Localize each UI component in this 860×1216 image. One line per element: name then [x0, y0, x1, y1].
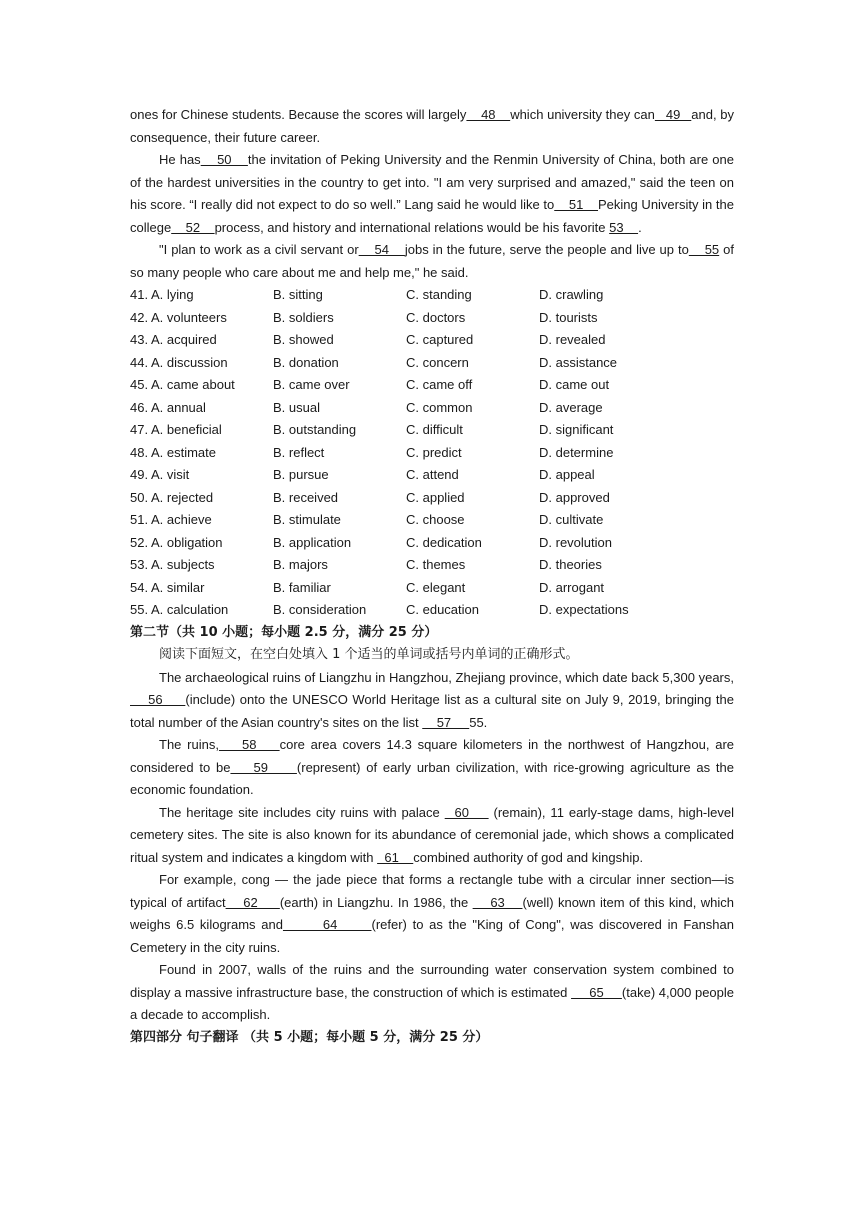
- option-d: D. arrogant: [539, 579, 605, 595]
- option-row-45: [130, 374, 734, 397]
- option-d: D. approved: [539, 489, 610, 505]
- text: (take) 4,000 people a decade to accomplish.: [130, 984, 734, 1022]
- blank-60: 60: [444, 804, 489, 820]
- text: jobs in the future, serve the people and live up to: [404, 242, 689, 257]
- text: (remain), 11 early-stage dams, high-level cemetery sites. The site is also known for its abundance of ceremonial jade, which shows a complicated ritual system and indicates a kingdom with: [130, 804, 735, 865]
- blank-56: 56: [130, 692, 186, 707]
- option-b: B. donation: [273, 354, 339, 370]
- text: which university they can: [510, 107, 655, 122]
- option-a: 55. A. calculation: [130, 602, 229, 617]
- option-b: B. stimulate: [273, 512, 341, 527]
- option-a: 53. A. subjects: [130, 557, 215, 572]
- option-c: C. applied: [406, 489, 465, 505]
- option-c: C. themes: [406, 557, 466, 572]
- blank-51: 51: [554, 197, 599, 212]
- option-d: D. determine: [539, 444, 614, 460]
- option-d: D. cultivate: [539, 512, 604, 527]
- option-b: B. majors: [273, 557, 328, 572]
- option-row-44: [130, 352, 734, 375]
- option-d: D. crawling: [539, 287, 604, 302]
- option-row-55: [130, 599, 734, 622]
- option-row-54: [130, 577, 734, 600]
- option-c: C. dedication: [406, 534, 482, 550]
- text: core area covers 14.3 square kilometers in the northwest of Hangzhou, are considered to be: [130, 737, 734, 775]
- option-b: B. application: [273, 534, 352, 550]
- option-a: 48. A. estimate: [130, 444, 216, 460]
- option-d: D. revealed: [539, 332, 606, 347]
- option-c: C. common: [406, 399, 473, 415]
- document-page: [130, 104, 734, 1049]
- option-c: C. concern: [406, 354, 469, 370]
- option-c: C. education: [406, 602, 479, 617]
- option-row-42: [130, 307, 734, 330]
- text: The archaeological ruins of Liangzhu in Hangzhou, Zhejiang province, which date back 5,300 years,: [159, 669, 734, 685]
- option-b: B. reflect: [273, 444, 325, 460]
- blank-62: 62: [225, 894, 280, 910]
- option-d: D. revolution: [539, 534, 612, 550]
- blank-49: 49: [654, 107, 692, 122]
- passage-paragraph-7: [130, 869, 734, 959]
- option-b: B. received: [273, 489, 339, 505]
- passage-paragraph-8: [130, 959, 734, 1027]
- option-a: 47. A. beneficial: [130, 422, 222, 437]
- text: ones for Chinese students. Because the scores will largely: [130, 107, 467, 122]
- option-b: B. pursue: [273, 467, 329, 482]
- option-a: 46. A. annual: [130, 399, 206, 415]
- option-d: D. expectations: [539, 602, 629, 617]
- option-row-53: [130, 554, 734, 577]
- part-heading: 第四部分 句子翻译 （共 5 小题；每小题 5 分，满分 25 分）: [130, 1029, 489, 1045]
- blank-52: 52: [171, 219, 215, 235]
- blank-55: 55: [688, 242, 720, 257]
- option-row-47: [130, 419, 734, 442]
- option-b: B. showed: [273, 332, 334, 347]
- option-a: 43. A. acquired: [130, 332, 217, 347]
- option-c: C. doctors: [406, 309, 466, 325]
- section-instruction: 阅读下面短文，在空白处填入 1 个适当的单词或括号内单词的正确形式。: [159, 647, 579, 662]
- option-row-50: [130, 487, 734, 510]
- blank-53: 53: [609, 219, 639, 235]
- text: 55.: [469, 714, 488, 730]
- option-row-51: [130, 509, 734, 532]
- blank-59: 59: [230, 759, 297, 775]
- text: The heritage site includes city ruins with palace: [159, 804, 445, 820]
- passage-paragraph-1: [130, 104, 734, 149]
- passage-paragraph-4: [130, 667, 734, 735]
- option-b: B. outstanding: [273, 422, 357, 437]
- text: Found in 2007, walls of the ruins and the surrounding water conservation system combined to display a massive infrastructure base, the construction of which is estimated: [130, 962, 734, 1000]
- option-row-46: [130, 397, 734, 420]
- text: (well) known item of this kind, which weighs 6.5 kilograms and: [130, 894, 734, 932]
- options-list: [130, 284, 734, 622]
- text: (refer) to as the "King of Cong", was discovered in Fanshan Cemetery in the city ruins.: [130, 917, 734, 955]
- text: .: [638, 219, 642, 235]
- text: process, and history and international relations would be his favorite: [214, 219, 606, 235]
- blank-64: 64: [282, 917, 372, 932]
- option-d: D. assistance: [539, 354, 618, 370]
- option-a: 51. A. achieve: [130, 512, 212, 527]
- blank-58: 58: [218, 737, 280, 752]
- option-c: C. came off: [406, 377, 473, 392]
- text: "I plan to work as a civil servant or: [159, 242, 359, 257]
- option-a: 50. A. rejected: [130, 489, 214, 505]
- option-c: C. attend: [406, 467, 459, 482]
- option-a: 41. A. lying: [130, 287, 194, 302]
- blank-61: 61: [377, 849, 414, 865]
- option-a: 45. A. came about: [130, 377, 235, 392]
- text: The ruins,: [159, 737, 219, 752]
- option-b: B. sitting: [273, 287, 323, 302]
- blank-48: 48: [466, 107, 511, 122]
- option-d: D. came out: [539, 377, 610, 392]
- blank-65: 65: [571, 984, 622, 1000]
- option-a: 44. A. discussion: [130, 354, 228, 370]
- passage-paragraph-2: [130, 149, 734, 239]
- option-c: C. predict: [406, 444, 462, 460]
- text: For example, cong — the jade piece that forms a rectangle tube with a circular inner section—is typical of artifact: [130, 872, 734, 910]
- text: (include) onto the UNESCO World Heritage list as a cultural site on July 9, 2019, bringing the total number of the Asian country's sites on the list: [130, 692, 735, 730]
- option-b: B. familiar: [273, 579, 331, 595]
- passage-paragraph-6: [130, 802, 734, 870]
- option-a: 49. A. visit: [130, 467, 190, 482]
- blank-57: 57: [422, 714, 470, 730]
- option-c: C. choose: [406, 512, 465, 527]
- option-c: C. captured: [406, 332, 474, 347]
- blank-50: 50: [200, 152, 248, 167]
- option-b: B. usual: [273, 399, 320, 415]
- option-row-41: [130, 284, 734, 307]
- option-b: B. soldiers: [273, 309, 334, 325]
- option-b: B. consideration: [273, 602, 367, 617]
- text: Peking University in the college: [130, 197, 735, 235]
- option-row-43: [130, 329, 734, 352]
- text: combined authority of god and kingship.: [413, 849, 644, 865]
- text: (earth) in Liangzhu. In 1986, the: [279, 894, 473, 910]
- option-d: D. significant: [539, 422, 614, 437]
- text: He has: [159, 152, 201, 167]
- passage-paragraph-5: [130, 734, 734, 802]
- option-d: D. appeal: [539, 467, 595, 482]
- option-d: D. theories: [539, 557, 602, 572]
- option-row-48: [130, 442, 734, 465]
- option-c: C. difficult: [406, 422, 463, 437]
- option-c: C. standing: [406, 287, 472, 302]
- option-a: 54. A. similar: [130, 579, 205, 595]
- option-c: C. elegant: [406, 579, 466, 595]
- blank-54: 54: [358, 242, 405, 257]
- option-d: D. tourists: [539, 309, 598, 325]
- option-row-52: [130, 532, 734, 555]
- option-a: 52. A. obligation: [130, 534, 223, 550]
- option-d: D. average: [539, 399, 603, 415]
- text: and, by consequence, their future career.: [130, 107, 734, 145]
- section-heading: 第二节（共 10 小题；每小题 2.5 分，满分 25 分）: [130, 624, 438, 640]
- option-b: B. came over: [273, 377, 350, 392]
- passage-paragraph-3: [130, 239, 734, 284]
- option-row-49: [130, 464, 734, 487]
- text: the invitation of Peking University and the Renmin University of China, both are one of the hardest universities in the country to get into. "I am very surprised and amazed," said the teen on his score. “I really did not expect to do so well.” Lang said he would like to: [130, 152, 734, 212]
- text: of so many people who care about me and help me," he said.: [130, 242, 734, 280]
- option-a: 42. A. volunteers: [130, 309, 227, 325]
- text: (represent) of early urban civilization, with rice-growing agriculture as the economic foundation.: [130, 759, 735, 797]
- blank-63: 63: [472, 894, 523, 910]
